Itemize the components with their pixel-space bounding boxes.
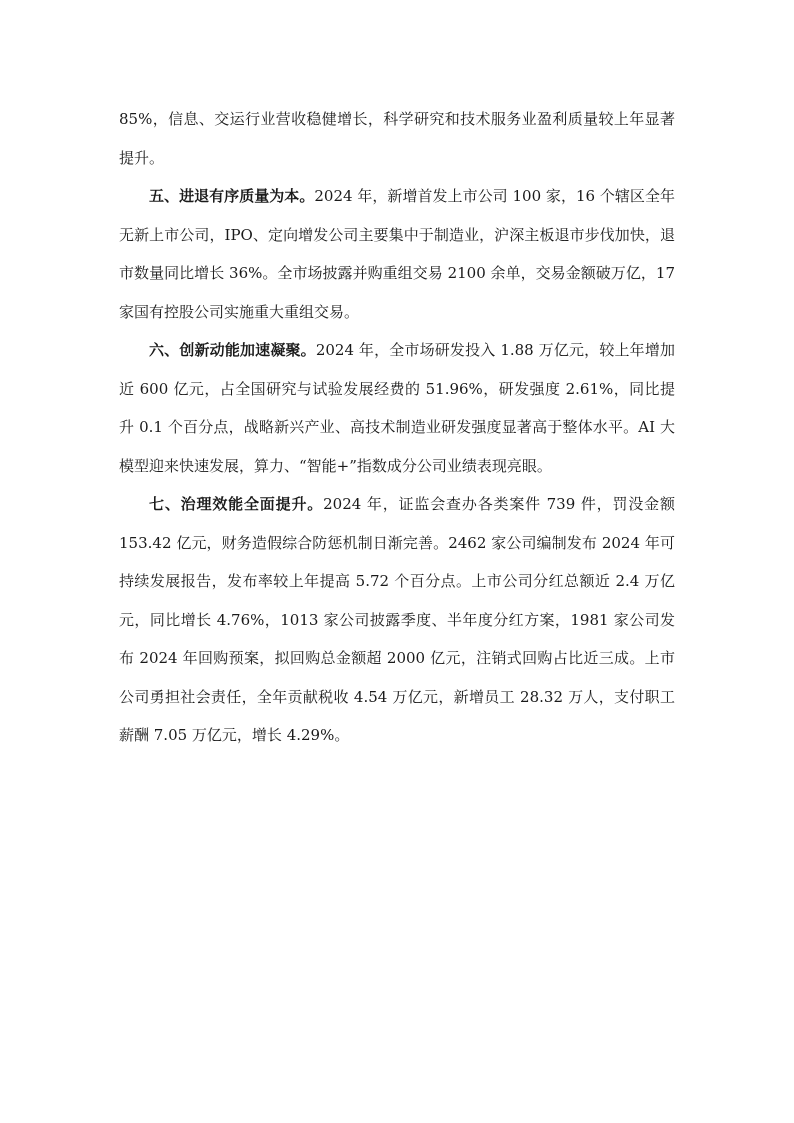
paragraph-section-6 — [119, 331, 675, 485]
paragraph-section-7 — [119, 485, 675, 755]
section-heading: 六、创新动能加速凝聚。 — [149, 341, 316, 359]
document-page — [119, 100, 675, 755]
section-heading: 五、进退有序质量为本。 — [149, 187, 315, 205]
section-heading: 七、治理效能全面提升。 — [149, 495, 324, 513]
paragraph-continuation — [119, 100, 675, 177]
paragraph-body: 2024 年，全市场研发投入 1.88 万亿元，较上年增加近 600 亿元，占全国研究与试验发展经费的 51.96%，研发强度 2.61%，同比提升 0.1 个百分点，战略新兴产业、高技术制造业研发强度显著高于整体水平。AI 大模型迎来快速发展，算力、“智能+”指数成分公司业绩表现亮眼。 — [119, 341, 675, 475]
paragraph-body: 2024 年，证监会查办各类案件 739 件，罚没金额 153.42 亿元，财务造假综合防惩机制日渐完善。2462 家公司编制发布 2024 年可持续发展报告，发布率较上年提高 5.72 个百分点。上市公司分红总额近 2.4 万亿元，同比增长 4.76%，1013 家公司披露季度、半年度分红方案，1981 家公司发布 2024 年回购预案，拟回购总金额超 2000 亿元，注销式回购占比近三成。上市公司勇担社会责任，全年贡献税收 4.54 万亿元，新增员工 28.32 万人，支付职工薪酬 7.05 万亿元，增长 4.29%。 — [119, 495, 675, 744]
paragraph-body: 2024 年，新增首发上市公司 100 家，16 个辖区全年无新上市公司，IPO、定向增发公司主要集中于制造业，沪深主板退市步伐加快，退市数量同比增长 36%。全市场披露并购重组交易 2100 余单，交易金额破万亿，17 家国有控股公司实施重大重组交易。 — [119, 187, 675, 321]
paragraph-section-5 — [119, 177, 675, 331]
paragraph-body: 85%，信息、交运行业营收稳健增长，科学研究和技术服务业盈利质量较上年显著提升。 — [119, 110, 675, 167]
